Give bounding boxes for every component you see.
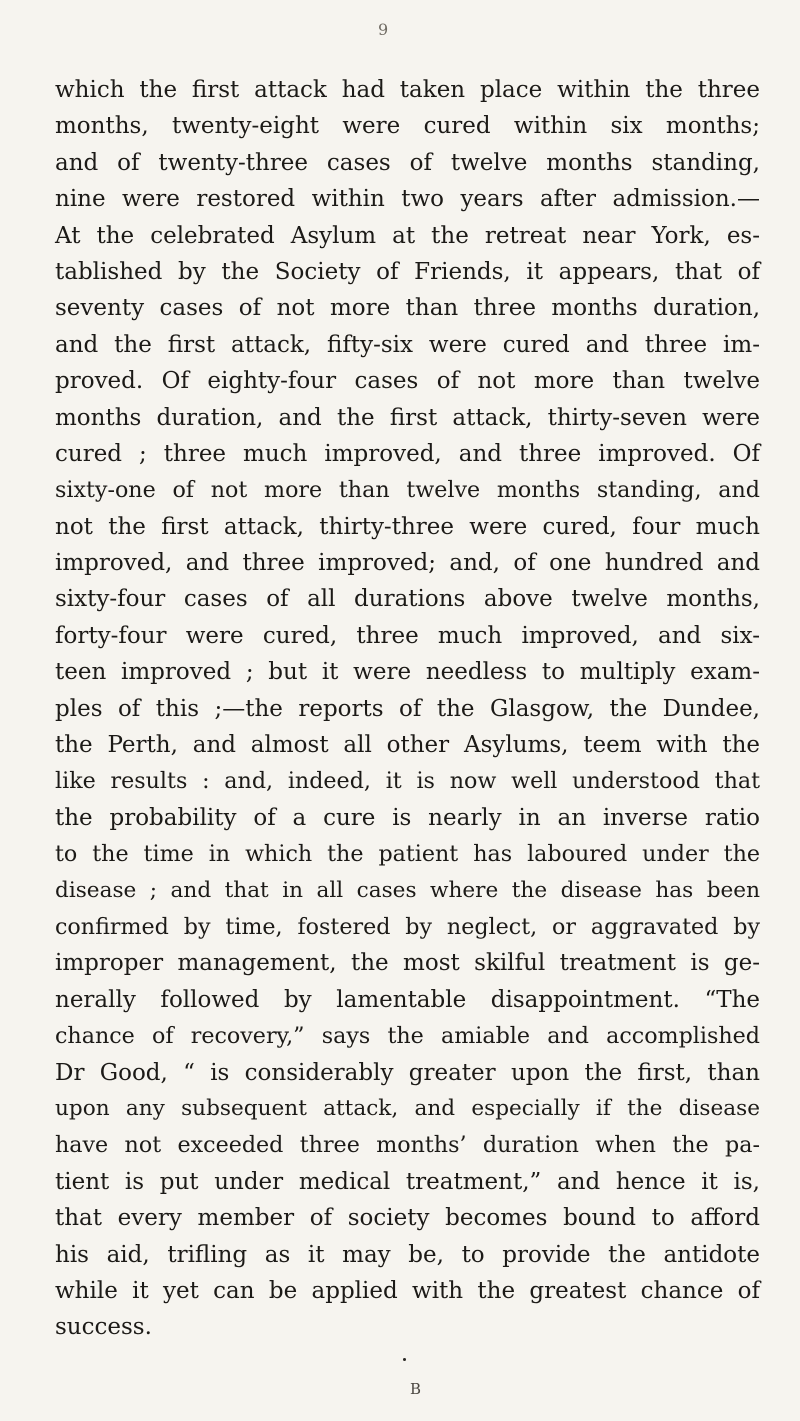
text-line: which the first attack had taken place within the three xyxy=(55,77,760,103)
text-line: forty-four were cured, three much improved, and six- xyxy=(55,622,760,649)
text-line: his aid, trifling as it may be, to provide the antidote xyxy=(55,1241,760,1268)
text-line: ples of this ;—the reports of the Glasgow, the Dundee, xyxy=(55,695,760,722)
text-line: the probability of a cure is nearly in an inverse ratio xyxy=(55,804,760,831)
text-line: tablished by the Society of Friends, it appears, that of xyxy=(55,258,760,285)
text-line: disease ; and that in all cases where the disease has been xyxy=(55,877,760,903)
text-line: success. xyxy=(55,1314,152,1341)
text-line: seventy cases of not more than three months duration, xyxy=(55,295,760,322)
text-line: have not exceeded three months’ duration when the pa- xyxy=(55,1132,760,1159)
text-line: confirmed by time, fostered by neglect, or aggravated by xyxy=(55,913,760,940)
text-line: like results : and, indeed, it is now well understood that xyxy=(55,768,760,795)
text-line: and the first attack, fifty-six were cured and three im- xyxy=(55,331,760,358)
text-line: months, twenty-eight were cured within six months; xyxy=(55,113,760,140)
text-line: chance of recovery,” says the amiable and accomplished xyxy=(55,1023,760,1050)
text-line: not the first attack, thirty-three were cured, four much xyxy=(55,513,760,540)
text-line: that every member of society becomes bound to afford xyxy=(55,1205,760,1232)
text-line: At the celebrated Asylum at the retreat near York, es- xyxy=(55,222,760,249)
body-text xyxy=(55,72,760,1346)
text-line: teen improved ; but it were needless to multiply exam- xyxy=(55,659,760,686)
text-line: tient is put under medical treatment,” and hence it is, xyxy=(55,1168,760,1195)
signature-mark: B xyxy=(410,1380,422,1398)
text-line: while it yet can be applied with the greatest chance of xyxy=(55,1277,760,1304)
text-line: sixty-four cases of all durations above twelve months, xyxy=(55,586,760,613)
text-line: upon any subsequent attack, and especially if the disease xyxy=(55,1095,760,1121)
text-line: nine were restored within two years after admission.— xyxy=(55,186,760,213)
text-line: sixty-one of not more than twelve months standing, and xyxy=(55,477,760,504)
text-line: nerally followed by lamentable disappointment. “The xyxy=(55,986,760,1013)
text-line: to the time in which the patient has laboured under the xyxy=(55,841,760,868)
text-line: improved, and three improved; and, of one hundred and xyxy=(55,550,760,577)
text-line: months duration, and the first attack, thirty-seven were xyxy=(55,404,760,431)
text-line: cured ; three much improved, and three improved. Of xyxy=(55,440,760,467)
text-line: and of twenty-three cases of twelve months standing, xyxy=(55,149,760,176)
text-line: proved. Of eighty-four cases of not more than twelve xyxy=(55,368,760,395)
text-line: Dr Good, “ is considerably greater upon the first, than xyxy=(55,1059,760,1086)
stray-mark xyxy=(403,1358,406,1361)
text-line: the Perth, and almost all other Asylums, teem with the xyxy=(55,732,760,759)
page-number: 9 xyxy=(378,20,389,39)
text-line: improper management, the most skilful treatment is ge- xyxy=(55,950,760,977)
